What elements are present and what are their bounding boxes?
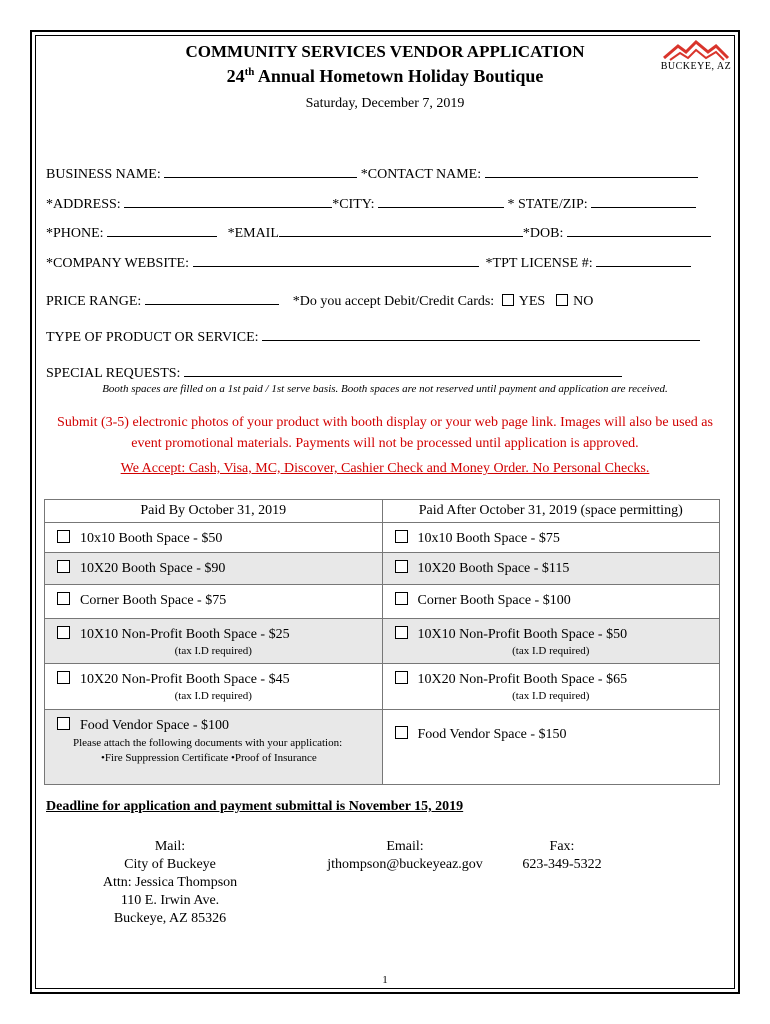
option-late-corner[interactable]: Corner Booth Space - $100 [383,585,720,609]
option-late-nonprofit-10x20[interactable]: 10X20 Non-Profit Booth Space - $65 [383,664,720,688]
row-phone-email: *PHONE: *EMAIL *DOB: [46,222,711,242]
special-requests-field[interactable] [184,362,622,377]
checkbox-icon[interactable] [395,560,408,573]
logo-text: BUCKEYE, AZ [660,61,732,72]
option-late-10x10[interactable]: 10x10 Booth Space - $75 [383,523,720,547]
event-date: Saturday, December 7, 2019 [305,96,465,111]
checkbox-icon[interactable] [57,530,70,543]
email-block: Email: jthompson@buckeyeaz.gov [300,838,510,874]
address-field[interactable] [124,193,332,208]
fax-block: Fax: 623-349-5322 [522,839,602,872]
price-range-field[interactable] [145,290,279,305]
col-header-late: Paid After October 31, 2019 (space permitting) [382,500,720,523]
checkbox-icon[interactable] [395,726,408,739]
tax-id-note: (tax I.D required) [512,645,590,657]
checkbox-icon[interactable] [57,626,70,639]
option-late-10x20[interactable]: 10X20 Booth Space - $115 [383,553,720,577]
company-website-field[interactable] [193,252,479,267]
yes-checkbox[interactable] [502,294,514,306]
checkbox-icon[interactable] [57,560,70,573]
option-early-corner[interactable]: Corner Booth Space - $75 [45,585,382,609]
payment-methods: We Accept: Cash, Visa, MC, Discover, Cashier Check and Money Order. No Personal Checks. [120,461,650,476]
no-checkbox[interactable] [556,294,568,306]
city-field[interactable] [378,193,504,208]
fee-table [44,499,720,785]
dob-field[interactable] [567,222,711,237]
checkbox-icon[interactable] [57,671,70,684]
tax-id-note: (tax I.D required) [174,645,252,657]
checkbox-icon[interactable] [57,717,70,730]
booth-policy-note: Booth spaces are filled on a 1st paid / 1st serve basis. Booth spaces are not reserved until payment and application are received. [102,383,668,395]
email-field[interactable] [279,222,523,237]
col-header-early: Paid By October 31, 2019 [45,500,383,523]
option-early-nonprofit-10x20[interactable]: 10X20 Non-Profit Booth Space - $45 [45,664,382,688]
event-title: 24th Annual Hometown Holiday Boutique [226,66,544,86]
row-product: TYPE OF PRODUCT OR SERVICE: [46,326,700,346]
option-early-food-vendor[interactable]: Food Vendor Space - $100 [45,710,382,734]
tax-id-note: (tax I.D required) [174,690,252,702]
state-zip-field[interactable] [591,193,696,208]
row-address: *ADDRESS: *CITY: * STATE/ZIP: [46,193,696,213]
row-price-cards: PRICE RANGE: *Do you accept Debit/Credit Cards: YES NO [46,290,593,310]
deadline-notice: Deadline for application and payment submittal is November 15, 2019 [46,799,464,814]
food-vendor-requirements: Please attach the following documents with your application: •Fire Suppression Certificate •Proof of Insurance [73,737,343,764]
page-number: 1 [382,974,388,986]
option-early-nonprofit-10x10[interactable]: 10X10 Non-Profit Booth Space - $25 [45,619,382,643]
option-late-food-vendor[interactable]: Food Vendor Space - $150 [383,710,720,743]
business-name-field[interactable] [164,163,357,178]
row-website-tpt: *COMPANY WEBSITE: *TPT LICENSE #: [46,252,691,272]
option-early-10x20[interactable]: 10X20 Booth Space - $90 [45,553,382,577]
email-link[interactable]: jthompson@buckeyeaz.gov [327,857,483,872]
row-business-contact: BUSINESS NAME: *CONTACT NAME: [46,163,698,183]
row-special: SPECIAL REQUESTS: [46,362,622,382]
form-title: COMMUNITY SERVICES VENDOR APPLICATION [185,42,585,61]
mail-address-block: Mail: City of Buckeye Attn: Jessica Thompson 110 E. Irwin Ave. Buckeye, AZ 85326 [102,839,238,926]
tax-id-note: (tax I.D required) [512,690,590,702]
checkbox-icon[interactable] [57,592,70,605]
contact-name-field[interactable] [485,163,698,178]
option-early-10x10[interactable]: 10x10 Booth Space - $50 [45,523,382,547]
tpt-license-field[interactable] [596,252,691,267]
option-late-nonprofit-10x10[interactable]: 10X10 Non-Profit Booth Space - $50 [383,619,720,643]
photo-instructions: Submit (3-5) electronic photos of your product with booth display or your web page link. Images will also be used as event promotional materials. Payments will not be processed until application is approved. [57,415,713,451]
product-service-field[interactable] [262,326,700,341]
checkbox-icon[interactable] [395,592,408,605]
checkbox-icon[interactable] [395,530,408,543]
checkbox-icon[interactable] [395,671,408,684]
phone-field[interactable] [107,222,217,237]
checkbox-icon[interactable] [395,626,408,639]
